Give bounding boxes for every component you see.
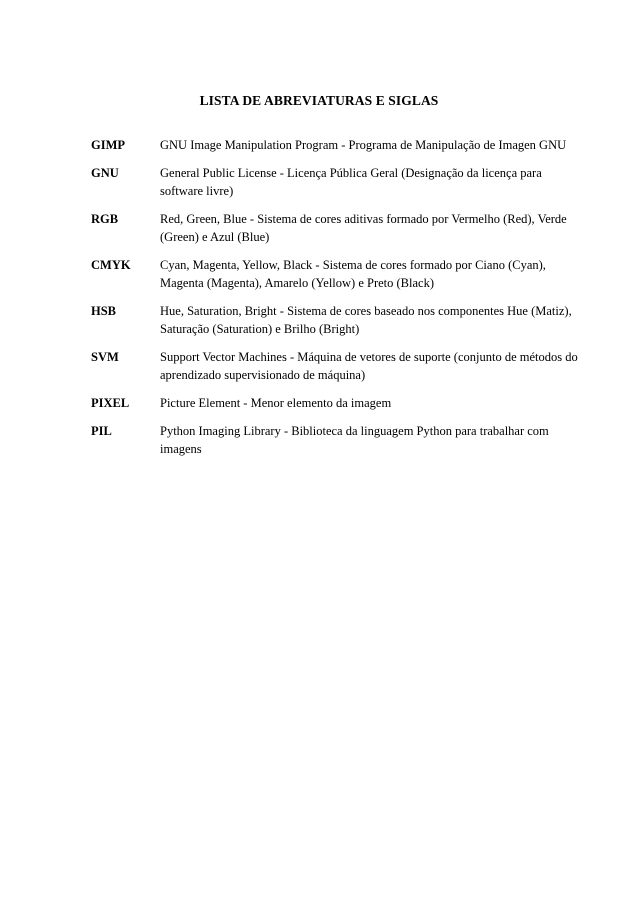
abbreviation-term: CMYK [91, 258, 131, 272]
abbreviation-description: General Public License - Licença Pública Geral (Designação da licença para software livre) [160, 166, 542, 198]
abbreviation-description: Red, Green, Blue - Sistema de cores aditivas formado por Vermelho (Red), Verde (Green) e Azul (Blue) [160, 212, 567, 244]
abbreviation-entry-pil [91, 422, 581, 458]
abbreviation-description: Cyan, Magenta, Yellow, Black - Sistema de cores formado por Ciano (Cyan), Magenta (Magenta), Amarelo (Yellow) e Preto (Black) [160, 258, 546, 290]
abbreviation-description: GNU Image Manipulation Program - Programa de Manipulação de Imagen GNU [160, 138, 567, 152]
abbreviation-entry-gimp [91, 136, 581, 154]
abbreviation-term: GNU [91, 166, 119, 180]
abbreviation-term: PIL [91, 424, 112, 438]
abbreviation-description: Support Vector Machines - Máquina de vetores de suporte (conjunto de métodos do aprendizado supervisionado de máquina) [160, 350, 578, 382]
abbreviation-entry-cmyk [91, 256, 581, 292]
abbreviation-description: Hue, Saturation, Bright - Sistema de cores baseado nos componentes Hue (Matiz), Saturação (Saturation) e Brilho (Bright) [160, 304, 572, 336]
abbreviation-term: GIMP [91, 138, 126, 152]
abbreviation-description: Python Imaging Library - Biblioteca da linguagem Python para trabalhar com imagens [160, 424, 549, 456]
abbreviation-entry-svm [91, 348, 581, 384]
abbreviation-term: SVM [91, 350, 119, 364]
abbreviation-entry-rgb [91, 210, 581, 246]
abbreviation-term: PIXEL [91, 396, 130, 410]
page-title: LISTA DE ABREVIATURAS E SIGLAS [199, 93, 439, 108]
abbreviation-term: RGB [91, 212, 119, 226]
abbreviation-term: HSB [91, 304, 117, 318]
abbreviation-entry-gnu [91, 164, 581, 200]
abbreviation-list [91, 136, 581, 468]
abbreviation-entry-pixel [91, 394, 581, 412]
abbreviation-entry-hsb [91, 302, 581, 338]
abbreviation-description: Picture Element - Menor elemento da imagem [160, 396, 392, 410]
